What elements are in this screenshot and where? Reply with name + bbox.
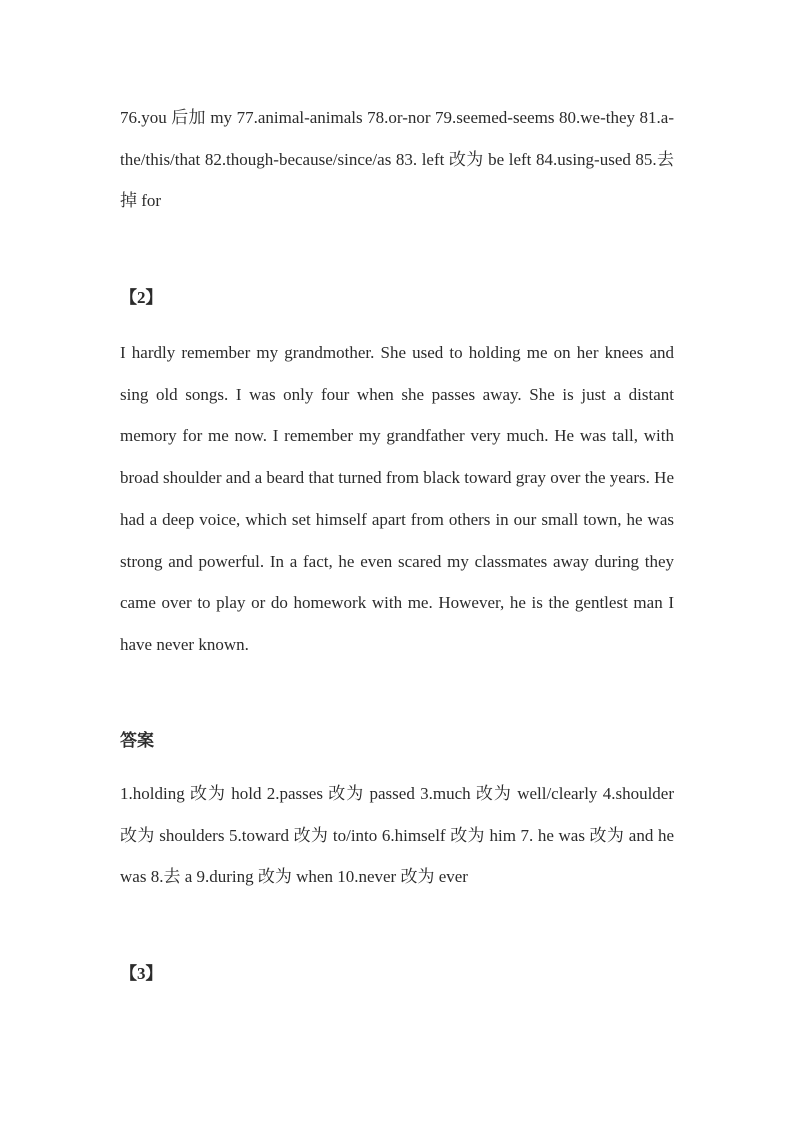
- answer-title: 答案: [120, 731, 154, 751]
- section2-heading: 【2】: [120, 288, 163, 307]
- section2-answers: 1.holding 改为 hold 2.passes 改为 passed 3.much 改为 well/clearly 4.shoulder 改为 shoulders 5.toward 改为 to/into 6.himself 改为 him 7. he was 改为 and he was 8.去 a 9.during 改为 when 10.never 改为 ever: [120, 784, 674, 887]
- section1-answers: 76.you 后加 my 77.animal-animals 78.or-nor 79.seemed-seems 80.we-they 81.a-the/this/that 82.though-because/since/as 83. left 改为 be left 84.using-used 85.去掉 for: [120, 108, 674, 211]
- section2-essay: I hardly remember my grandmother. She used to holding me on her knees and sing old songs. I was only four when she passes away. She is just a distant memory for me now. I remember my grandfather very much. He was tall, with broad shoulder and a beard that turned from black toward gray over the years. He had a deep voice, which set himself apart from others in our small town, he was strong and powerful. In a fact, he even scared my classmates away during they came over to play or do homework with me. However, he is the gentlest man I have never known.: [120, 343, 674, 654]
- section3-heading: 【3】: [120, 964, 163, 983]
